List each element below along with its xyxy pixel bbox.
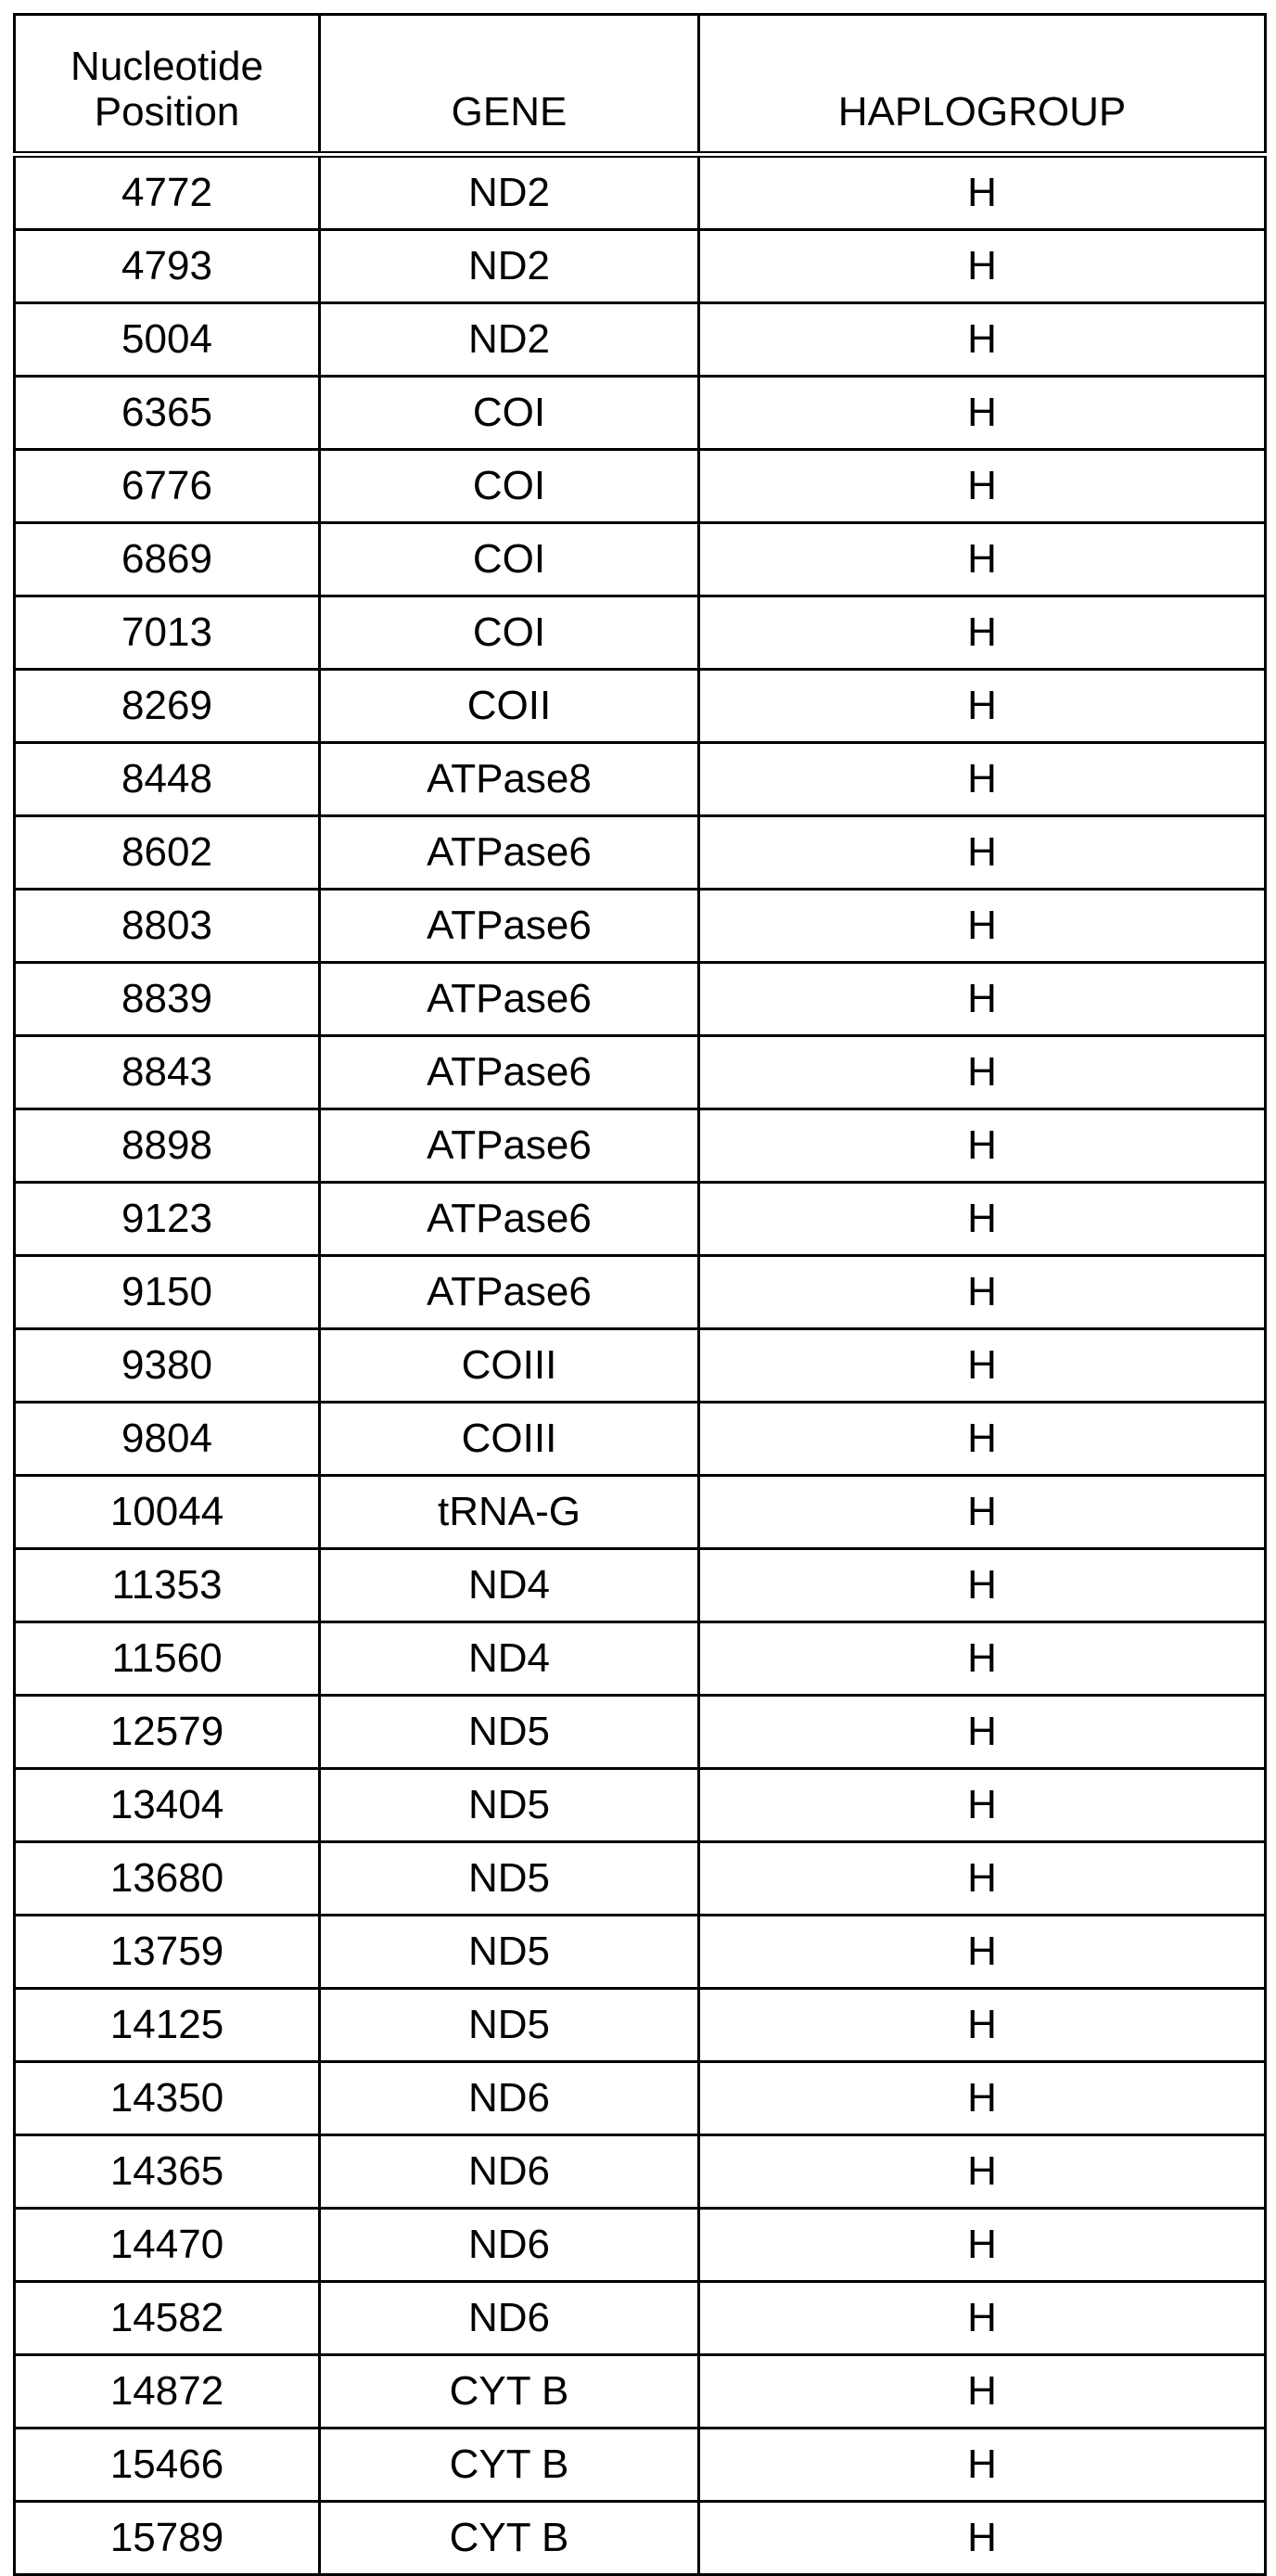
cell-nucleotide-position: 8803 (15, 890, 320, 963)
cell-gene: COII (320, 670, 699, 743)
cell-nucleotide-position: 11560 (15, 1622, 320, 1696)
table-row (15, 2209, 1266, 2282)
table-row (15, 2502, 1266, 2575)
cell-nucleotide-position: 8602 (15, 816, 320, 890)
table-row (15, 1109, 1266, 1183)
cell-nucleotide-position: 14365 (15, 2135, 320, 2209)
cell-gene: CYT B (320, 2355, 699, 2429)
cell-nucleotide-position: 4793 (15, 230, 320, 303)
table-row (15, 1329, 1266, 1403)
header-position-line2: Position (94, 88, 240, 135)
table-row (15, 1769, 1266, 1842)
table-row (15, 1696, 1266, 1769)
cell-gene: ND2 (320, 303, 699, 377)
header-nucleotide-position (15, 15, 320, 155)
cell-gene: ND5 (320, 1696, 699, 1769)
cell-nucleotide-position: 8269 (15, 670, 320, 743)
header-row (15, 15, 1266, 155)
cell-gene: COI (320, 450, 699, 523)
cell-haplogroup: H (699, 890, 1266, 963)
table-body (15, 155, 1266, 2575)
cell-haplogroup: H (699, 816, 1266, 890)
cell-gene: COI (320, 523, 699, 596)
table-row (15, 1989, 1266, 2062)
cell-gene: ATPase6 (320, 1109, 699, 1183)
cell-haplogroup: H (699, 596, 1266, 670)
table-row (15, 1916, 1266, 1989)
cell-gene: tRNA-G (320, 1476, 699, 1549)
cell-gene: ATPase6 (320, 816, 699, 890)
cell-gene: ND5 (320, 1916, 699, 1989)
cell-nucleotide-position: 8843 (15, 1036, 320, 1109)
cell-haplogroup: H (699, 1696, 1266, 1769)
header-haplogroup: HAPLOGROUP (699, 15, 1266, 155)
cell-gene: ATPase6 (320, 963, 699, 1036)
cell-haplogroup: H (699, 377, 1266, 450)
cell-haplogroup: H (699, 1256, 1266, 1329)
cell-gene: ND6 (320, 2282, 699, 2355)
cell-nucleotide-position: 6365 (15, 377, 320, 450)
table-row (15, 2062, 1266, 2135)
cell-haplogroup: H (699, 2135, 1266, 2209)
cell-nucleotide-position: 14872 (15, 2355, 320, 2429)
cell-gene: CYT B (320, 2429, 699, 2502)
header-gene: GENE (320, 15, 699, 155)
cell-nucleotide-position: 15466 (15, 2429, 320, 2502)
cell-nucleotide-position: 5004 (15, 303, 320, 377)
table-row (15, 230, 1266, 303)
cell-nucleotide-position: 11353 (15, 1549, 320, 1622)
cell-gene: COIII (320, 1403, 699, 1476)
cell-gene: ATPase6 (320, 1256, 699, 1329)
cell-gene: ND6 (320, 2135, 699, 2209)
cell-haplogroup: H (699, 2282, 1266, 2355)
table-row (15, 303, 1266, 377)
table-row (15, 890, 1266, 963)
cell-haplogroup: H (699, 2355, 1266, 2429)
table-row (15, 596, 1266, 670)
cell-haplogroup: H (699, 1476, 1266, 1549)
cell-haplogroup: H (699, 670, 1266, 743)
cell-gene: ATPase6 (320, 1036, 699, 1109)
cell-gene: COIII (320, 1329, 699, 1403)
cell-nucleotide-position: 6869 (15, 523, 320, 596)
table-row (15, 1403, 1266, 1476)
cell-haplogroup: H (699, 1989, 1266, 2062)
cell-nucleotide-position: 15789 (15, 2502, 320, 2575)
cell-haplogroup: H (699, 523, 1266, 596)
cell-haplogroup: H (699, 963, 1266, 1036)
cell-haplogroup: H (699, 1842, 1266, 1916)
cell-gene: ND6 (320, 2209, 699, 2282)
cell-gene: ND2 (320, 230, 699, 303)
cell-nucleotide-position: 9123 (15, 1183, 320, 1256)
table-row (15, 2282, 1266, 2355)
cell-nucleotide-position: 8448 (15, 743, 320, 816)
table-row (15, 450, 1266, 523)
table-row (15, 523, 1266, 596)
cell-nucleotide-position: 4772 (15, 155, 320, 230)
cell-nucleotide-position: 8839 (15, 963, 320, 1036)
cell-gene: ATPase6 (320, 890, 699, 963)
cell-haplogroup: H (699, 1109, 1266, 1183)
table-row (15, 1476, 1266, 1549)
header-position-line1: Nucleotide (70, 44, 263, 90)
cell-gene: ATPase6 (320, 1183, 699, 1256)
cell-haplogroup: H (699, 155, 1266, 230)
cell-nucleotide-position: 8898 (15, 1109, 320, 1183)
cell-gene: CYT B (320, 2502, 699, 2575)
cell-haplogroup: H (699, 2209, 1266, 2282)
haplogroup-table (13, 13, 1267, 2576)
table-row (15, 1036, 1266, 1109)
cell-gene: ND4 (320, 1549, 699, 1622)
table-row (15, 155, 1266, 230)
table-row (15, 670, 1266, 743)
cell-nucleotide-position: 14125 (15, 1989, 320, 2062)
cell-gene: ND6 (320, 2062, 699, 2135)
cell-nucleotide-position: 6776 (15, 450, 320, 523)
cell-gene: COI (320, 596, 699, 670)
table-row (15, 963, 1266, 1036)
cell-nucleotide-position: 13759 (15, 1916, 320, 1989)
table-row (15, 2355, 1266, 2429)
cell-nucleotide-position: 9804 (15, 1403, 320, 1476)
table-row (15, 1549, 1266, 1622)
table-row (15, 377, 1266, 450)
cell-gene: ND5 (320, 1769, 699, 1842)
cell-gene: ATPase8 (320, 743, 699, 816)
cell-haplogroup: H (699, 1769, 1266, 1842)
table-row (15, 2135, 1266, 2209)
cell-haplogroup: H (699, 1549, 1266, 1622)
cell-haplogroup: H (699, 1403, 1266, 1476)
cell-nucleotide-position: 10044 (15, 1476, 320, 1549)
cell-nucleotide-position: 7013 (15, 596, 320, 670)
table-header (15, 15, 1266, 155)
cell-nucleotide-position: 9380 (15, 1329, 320, 1403)
cell-gene: ND2 (320, 155, 699, 230)
cell-nucleotide-position: 13680 (15, 1842, 320, 1916)
cell-gene: COI (320, 377, 699, 450)
cell-nucleotide-position: 14350 (15, 2062, 320, 2135)
cell-haplogroup: H (699, 2502, 1266, 2575)
cell-gene: ND4 (320, 1622, 699, 1696)
cell-haplogroup: H (699, 1036, 1266, 1109)
cell-nucleotide-position: 12579 (15, 1696, 320, 1769)
table-row (15, 1622, 1266, 1696)
cell-haplogroup: H (699, 303, 1266, 377)
table-row (15, 1183, 1266, 1256)
cell-gene: ND5 (320, 1989, 699, 2062)
cell-haplogroup: H (699, 1329, 1266, 1403)
cell-haplogroup: H (699, 2429, 1266, 2502)
table-row (15, 2429, 1266, 2502)
cell-gene: ND5 (320, 1842, 699, 1916)
cell-haplogroup: H (699, 230, 1266, 303)
table-row (15, 1842, 1266, 1916)
cell-haplogroup: H (699, 1622, 1266, 1696)
cell-haplogroup: H (699, 1183, 1266, 1256)
cell-nucleotide-position: 9150 (15, 1256, 320, 1329)
cell-haplogroup: H (699, 450, 1266, 523)
cell-nucleotide-position: 14582 (15, 2282, 320, 2355)
cell-haplogroup: H (699, 1916, 1266, 1989)
cell-nucleotide-position: 13404 (15, 1769, 320, 1842)
cell-haplogroup: H (699, 743, 1266, 816)
table-row (15, 816, 1266, 890)
cell-nucleotide-position: 14470 (15, 2209, 320, 2282)
table-row (15, 1256, 1266, 1329)
table-row (15, 743, 1266, 816)
cell-haplogroup: H (699, 2062, 1266, 2135)
